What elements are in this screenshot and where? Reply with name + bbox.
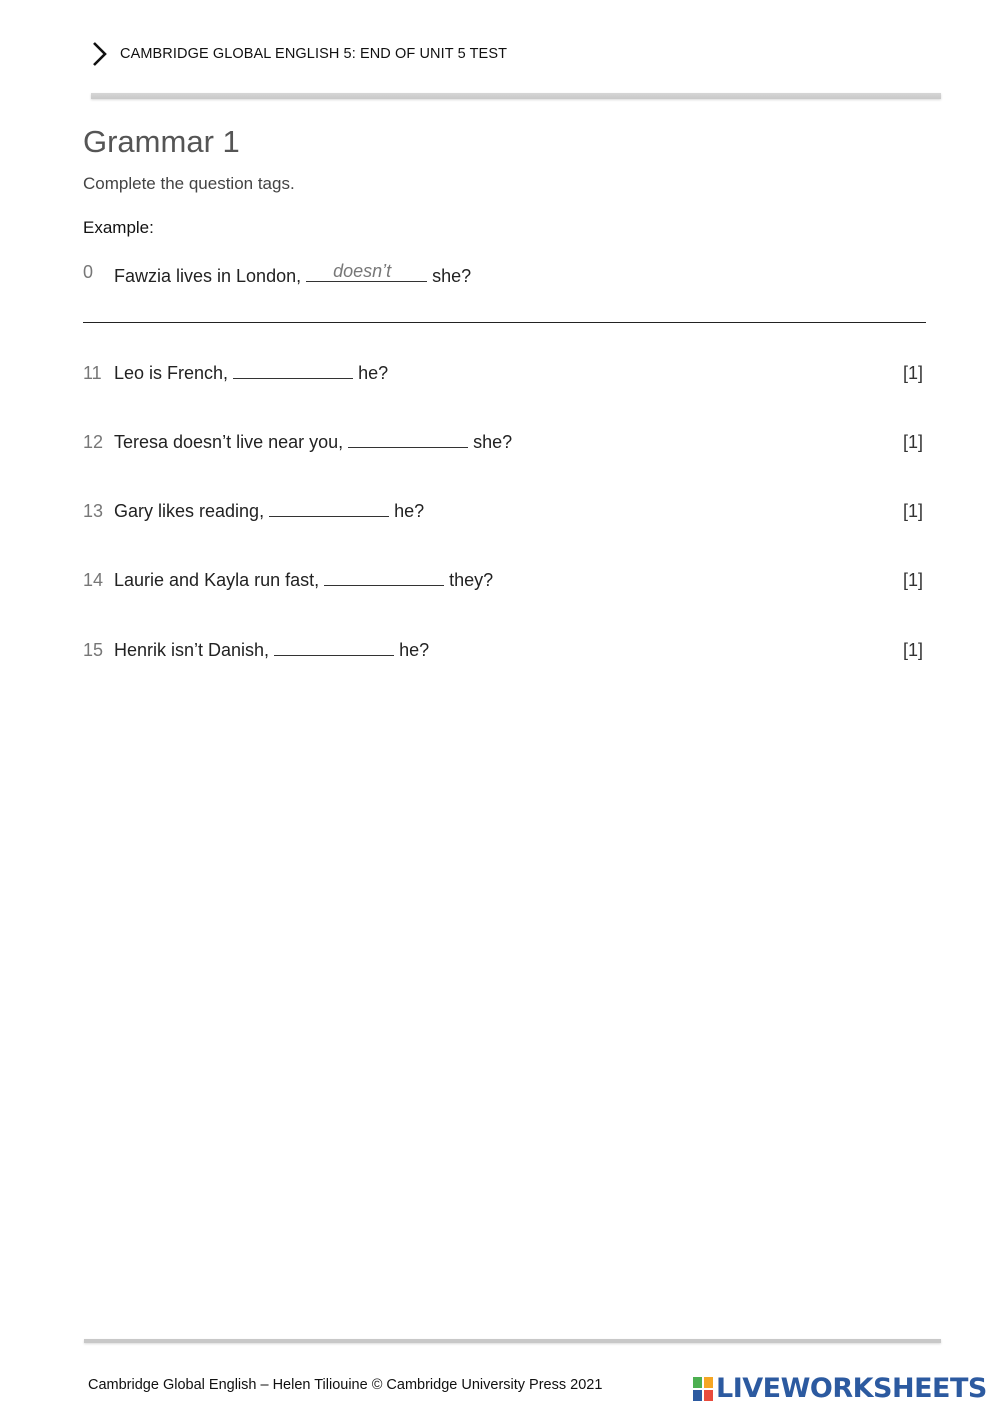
question-before: Gary likes reading, bbox=[114, 501, 270, 521]
question-number: 12 bbox=[83, 432, 104, 452]
question-row bbox=[83, 363, 923, 384]
example-label: Example: bbox=[83, 218, 154, 237]
logo-text: LIVEWORKSHEETS bbox=[716, 1373, 987, 1404]
question-mark: [1] bbox=[902, 501, 923, 521]
answer-blank[interactable] bbox=[324, 571, 444, 586]
question-after: he? bbox=[394, 640, 430, 660]
question-text bbox=[114, 570, 863, 591]
question-text bbox=[114, 501, 863, 522]
question-number: 15 bbox=[83, 640, 104, 660]
question-before: Laurie and Kayla run fast, bbox=[114, 570, 325, 590]
question-before: Henrik isn’t Danish, bbox=[114, 640, 275, 660]
question-row bbox=[83, 501, 923, 522]
chevron-right-icon bbox=[88, 40, 112, 68]
question-before: Teresa doesn’t live near you, bbox=[114, 432, 349, 452]
page-header bbox=[88, 40, 507, 68]
question-mark: [1] bbox=[902, 363, 923, 383]
question-number: 13 bbox=[83, 501, 104, 521]
liveworksheets-logo-icon bbox=[692, 1375, 714, 1403]
question-number: 14 bbox=[83, 570, 104, 590]
example-number: 0 bbox=[83, 262, 94, 282]
question-after: he? bbox=[389, 501, 425, 521]
question-after: they? bbox=[444, 570, 494, 590]
answer-blank[interactable] bbox=[269, 502, 389, 517]
answer-blank[interactable] bbox=[233, 364, 353, 379]
example-answer: doesn’t bbox=[333, 261, 392, 281]
footer-rule bbox=[84, 1339, 941, 1343]
question-after: she? bbox=[468, 432, 513, 452]
example-divider bbox=[83, 322, 926, 323]
answer-blank[interactable] bbox=[274, 641, 394, 656]
question-row bbox=[83, 640, 923, 661]
section-title: Grammar 1 bbox=[83, 124, 240, 159]
question-mark: [1] bbox=[902, 432, 923, 452]
question-before: Leo is French, bbox=[114, 363, 234, 383]
question-mark: [1] bbox=[902, 640, 923, 660]
header-rule bbox=[91, 93, 941, 99]
question-text bbox=[114, 363, 863, 384]
question-row bbox=[83, 432, 923, 453]
question-after: he? bbox=[353, 363, 389, 383]
footer-credit: Cambridge Global English – Helen Tiliouine © Cambridge University Press 2021 bbox=[88, 1377, 603, 1393]
question-mark: [1] bbox=[902, 570, 923, 590]
answer-blank[interactable] bbox=[348, 433, 468, 448]
example-row bbox=[83, 262, 923, 287]
liveworksheets-logo[interactable] bbox=[692, 1373, 987, 1404]
question-text bbox=[114, 640, 863, 661]
question-number: 11 bbox=[83, 363, 102, 383]
example-answer-blank bbox=[306, 262, 427, 282]
question-row bbox=[83, 570, 923, 591]
instruction-text: Complete the question tags. bbox=[83, 174, 295, 193]
example-after: she? bbox=[427, 266, 472, 286]
question-text bbox=[114, 432, 863, 453]
example-before: Fawzia lives in London, bbox=[114, 266, 307, 286]
header-title: CAMBRIDGE GLOBAL ENGLISH 5: END OF UNIT 5 TEST bbox=[120, 46, 508, 62]
example-text bbox=[114, 262, 923, 287]
